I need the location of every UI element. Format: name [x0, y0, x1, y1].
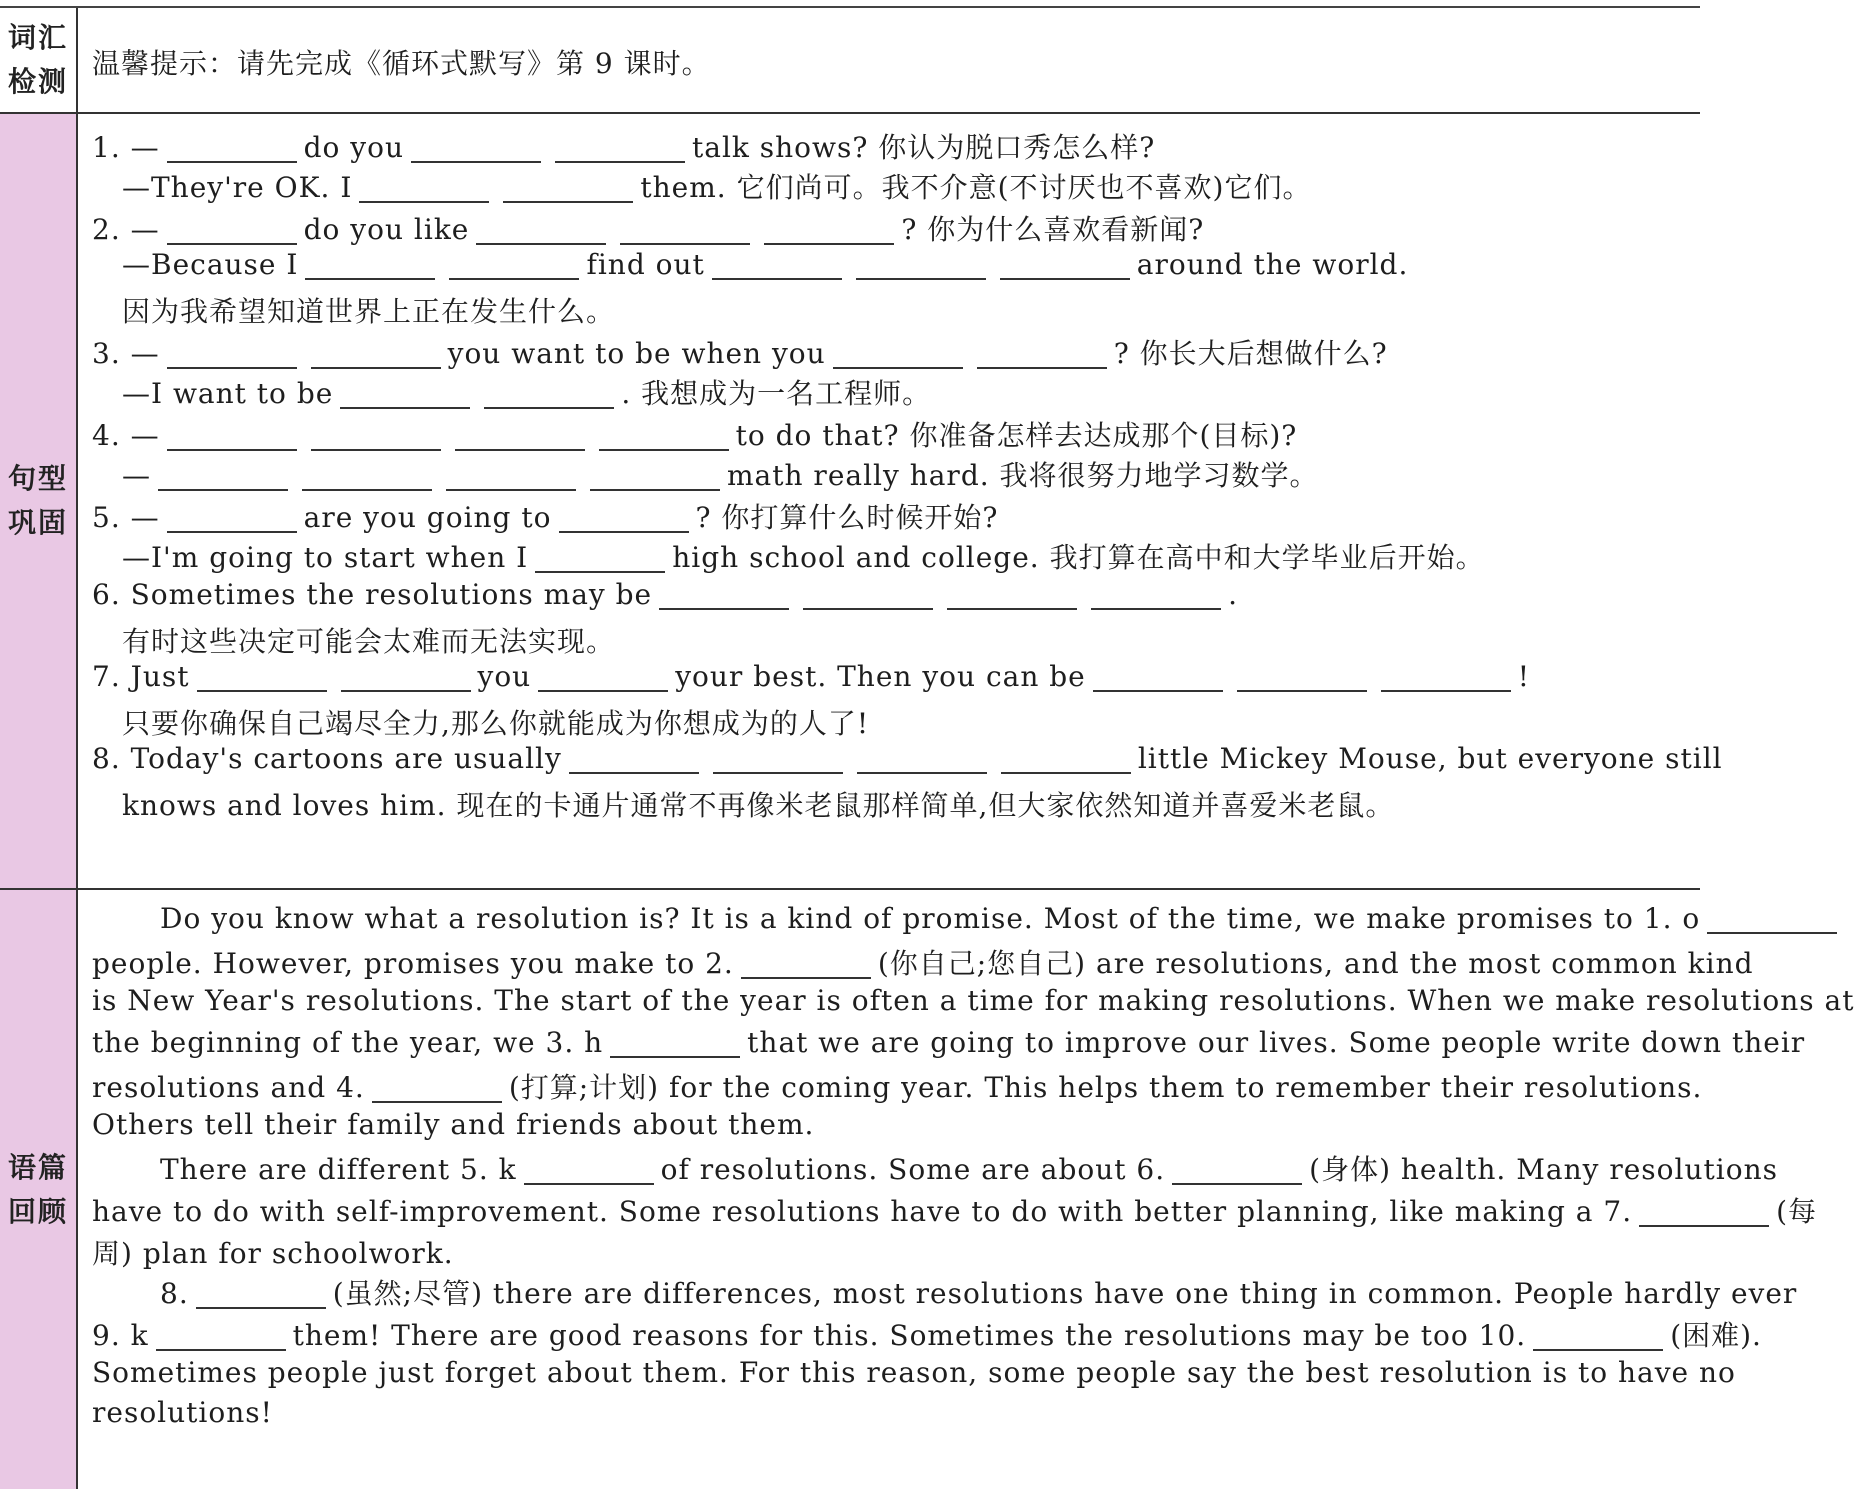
line-text: —I'm going to start when I [122, 541, 529, 574]
answer-blank[interactable] [484, 377, 614, 409]
line-text: that we are going to improve our lives. Some people write down their [747, 1026, 1806, 1059]
answer-blank[interactable] [1707, 902, 1837, 934]
answer-blank[interactable] [411, 131, 541, 163]
answer-blank[interactable] [167, 131, 297, 163]
answer-blank[interactable] [197, 660, 327, 692]
sentences-line [122, 454, 1319, 494]
line-text: them. 它们尚可。我不介意(不讨厌也不喜欢)它们。 [640, 171, 1312, 204]
answer-blank[interactable] [856, 248, 986, 280]
line-text: 只要你确保自己竭尽全力,那么你就能成为你想成为的人了! [122, 707, 870, 740]
line-text: Others tell their family and friends about them. [92, 1108, 815, 1141]
passage-cell [92, 890, 1854, 1489]
answer-blank[interactable] [569, 742, 699, 774]
line-text: math really hard. 我将很努力地学习数学。 [727, 459, 1319, 492]
answer-blank[interactable] [340, 377, 470, 409]
sentences-line [122, 166, 1311, 206]
passage-line [92, 1314, 1762, 1354]
answer-blank[interactable] [977, 337, 1107, 369]
line-text: 8. [160, 1277, 189, 1310]
line-text: —Because I [122, 248, 299, 281]
answer-blank[interactable] [449, 248, 579, 280]
line-text: little Mickey Mouse, but everyone still [1137, 742, 1723, 775]
sentences-line [92, 126, 1155, 166]
passage-row [0, 890, 1854, 1489]
answer-blank[interactable] [659, 578, 789, 610]
answer-blank[interactable] [610, 1026, 740, 1058]
answer-blank[interactable] [1381, 660, 1511, 692]
line-text: (每 [1776, 1195, 1818, 1228]
sentences-label-cell [0, 114, 78, 888]
sentences-line [122, 290, 615, 330]
answer-blank[interactable] [620, 213, 750, 245]
line-text: ? 你长大后想做什么? [1113, 337, 1388, 370]
answer-blank[interactable] [503, 171, 633, 203]
answer-blank[interactable] [455, 419, 585, 451]
answer-blank[interactable] [803, 578, 933, 610]
passage-line [92, 1108, 814, 1141]
line-text: 3. — [92, 337, 160, 370]
line-text: the beginning of the year, we 3. h [92, 1026, 604, 1059]
line-text: (打算;计划) for the coming year. This helps them to remember their resolutions. [508, 1071, 1703, 1104]
answer-blank[interactable] [535, 541, 665, 573]
line-text: (虽然;尽管) there are differences, most resolutions have one thing in common. People hardly ever [332, 1277, 1798, 1310]
line-text: of resolutions. Some are about 6. [660, 1153, 1166, 1186]
line-text: ? 你打算什么时候开始? [695, 501, 999, 534]
passage-line [92, 1190, 1817, 1230]
answer-blank[interactable] [196, 1277, 326, 1309]
sentences-row [0, 114, 1723, 890]
line-text: Do you know what a resolution is? It is a kind of promise. Most of the time, we make promises to 1. o [160, 902, 1701, 935]
passage-label-cell [0, 890, 78, 1489]
line-text: 9. k [92, 1319, 149, 1352]
answer-blank[interactable] [305, 248, 435, 280]
answer-blank[interactable] [167, 419, 297, 451]
sentences-line [122, 784, 1394, 824]
answer-blank[interactable] [1091, 578, 1221, 610]
answer-blank[interactable] [857, 742, 987, 774]
answer-blank[interactable] [947, 578, 1077, 610]
answer-blank[interactable] [713, 742, 843, 774]
line-text: —I want to be [122, 377, 334, 410]
passage-line [160, 1148, 1778, 1188]
sentences-line [92, 578, 1238, 611]
answer-blank[interactable] [372, 1071, 502, 1103]
line-text: you want to be when you [447, 337, 826, 370]
answer-blank[interactable] [590, 459, 720, 491]
sentences-line [122, 536, 1485, 576]
line-text: Sometimes people just forget about them. For this reason, some people say the best resolution is to have no [92, 1356, 1736, 1389]
line-text: is New Year's resolutions. The start of the year is often a time for making resolutions. When we make resolutions at [92, 984, 1854, 1017]
line-text: your best. Then you can be [675, 660, 1086, 693]
answer-blank[interactable] [555, 131, 685, 163]
passage-line [92, 984, 1854, 1017]
line-text: 8. Today's cartoons are usually [92, 742, 562, 775]
vocab-row [0, 6, 1700, 114]
line-text: 4. — [92, 419, 160, 452]
answer-blank[interactable] [1000, 248, 1130, 280]
answer-blank[interactable] [599, 419, 729, 451]
passage-line [92, 1232, 454, 1272]
sentences-label: 句型巩固 [7, 462, 68, 539]
line-text: to do that? 你准备怎样去达成那个(目标)? [735, 419, 1298, 452]
line-text: them! There are good reasons for this. Sometimes the resolutions may be too 10. [292, 1319, 1527, 1352]
line-text: around the world. [1136, 248, 1409, 281]
line-text: (困难). [1670, 1319, 1762, 1352]
passage-line [160, 1272, 1797, 1312]
answer-blank[interactable] [302, 459, 432, 491]
answer-blank[interactable] [538, 660, 668, 692]
line-text: 6. Sometimes the resolutions may be [92, 578, 653, 611]
line-text: talk shows? 你认为脱口秀怎么样? [692, 131, 1156, 164]
passage-line [92, 1396, 273, 1429]
answer-blank[interactable] [158, 459, 288, 491]
line-text: (身体) health. Many resolutions [1309, 1153, 1778, 1186]
sentences-line [92, 496, 998, 536]
line-text: 7. Just [92, 660, 190, 693]
answer-blank[interactable] [1237, 660, 1367, 692]
answer-blank[interactable] [311, 419, 441, 451]
line-text: . 我想成为一名工程师。 [621, 377, 932, 410]
answer-blank[interactable] [1639, 1195, 1769, 1227]
line-text: ! [1517, 660, 1531, 693]
answer-blank[interactable] [156, 1319, 286, 1351]
line-text: — [122, 459, 151, 492]
sentences-line [92, 742, 1723, 775]
line-text: knows and loves him. 现在的卡通片通常不再像米老鼠那样简单,但大家依然知道并喜爱米老鼠。 [122, 789, 1395, 822]
line-text: people. However, promises you make to 2. [92, 947, 734, 980]
line-text: do you [303, 131, 405, 164]
line-text: do you like [303, 213, 470, 246]
answer-blank[interactable] [559, 501, 689, 533]
answer-blank[interactable] [1001, 742, 1131, 774]
line-text: resolutions and 4. [92, 1071, 365, 1104]
passage-line [92, 942, 1754, 982]
line-text: (你自己;您自己) are resolutions, and the most common kind [877, 947, 1754, 980]
answer-blank[interactable] [764, 213, 894, 245]
passage-line [160, 902, 1844, 935]
answer-blank[interactable] [476, 213, 606, 245]
sentences-line [122, 620, 615, 660]
worksheet [0, 6, 1854, 1489]
line-text: 因为我希望知道世界上正在发生什么。 [122, 295, 616, 328]
line-text: are you going to [303, 501, 552, 534]
line-text: ? 你为什么喜欢看新闻? [901, 213, 1205, 246]
passage-line [92, 1066, 1702, 1106]
passage-label: 语篇回顾 [7, 1150, 68, 1228]
sentences-line [92, 660, 1530, 693]
answer-blank[interactable] [712, 248, 842, 280]
answer-blank[interactable] [359, 171, 489, 203]
answer-blank[interactable] [1172, 1153, 1302, 1185]
line-text: 有时这些决定可能会太难而无法实现。 [122, 625, 616, 658]
line-text: find out [586, 248, 705, 281]
line-text: 2. — [92, 213, 160, 246]
answer-blank[interactable] [341, 660, 471, 692]
line-text: 周) plan for schoolwork. [92, 1237, 454, 1270]
sentences-line [92, 208, 1204, 248]
sentences-line [92, 414, 1297, 454]
line-text: have to do with self-improvement. Some resolutions have to do with better planning, like making a 7. [92, 1195, 1633, 1228]
answer-blank[interactable] [167, 501, 297, 533]
answer-blank[interactable] [167, 337, 297, 369]
line-text: resolutions! [92, 1396, 273, 1429]
answer-blank[interactable] [524, 1153, 654, 1185]
vocab-label: 词汇检测 [7, 21, 68, 98]
answer-blank[interactable] [1093, 660, 1223, 692]
sentences-cell [92, 114, 1723, 888]
line-text: There are different 5. k [160, 1153, 517, 1186]
passage-line [92, 1026, 1805, 1059]
vocab-label-cell [0, 8, 78, 112]
sentences-line [92, 332, 1388, 372]
answer-blank[interactable] [167, 213, 297, 245]
answer-blank[interactable] [446, 459, 576, 491]
line-text: you [477, 660, 532, 693]
line-text: 1. — [92, 131, 160, 164]
line-text: 5. — [92, 501, 160, 534]
answer-blank[interactable] [311, 337, 441, 369]
sentences-line [122, 372, 931, 412]
sentences-line [122, 248, 1408, 281]
vocab-cell [92, 8, 1700, 112]
vocab-tip: 温馨提示：请先完成《循环式默写》第 9 课时。 [92, 47, 711, 80]
answer-blank[interactable] [741, 947, 871, 979]
answer-blank[interactable] [1533, 1319, 1663, 1351]
line-text: high school and college. 我打算在高中和大学毕业后开始。 [672, 541, 1485, 574]
line-text: —They're OK. I [122, 171, 353, 204]
sentences-line [122, 702, 869, 742]
line-text: . [1228, 578, 1239, 611]
answer-blank[interactable] [833, 337, 963, 369]
passage-line [92, 1356, 1736, 1389]
